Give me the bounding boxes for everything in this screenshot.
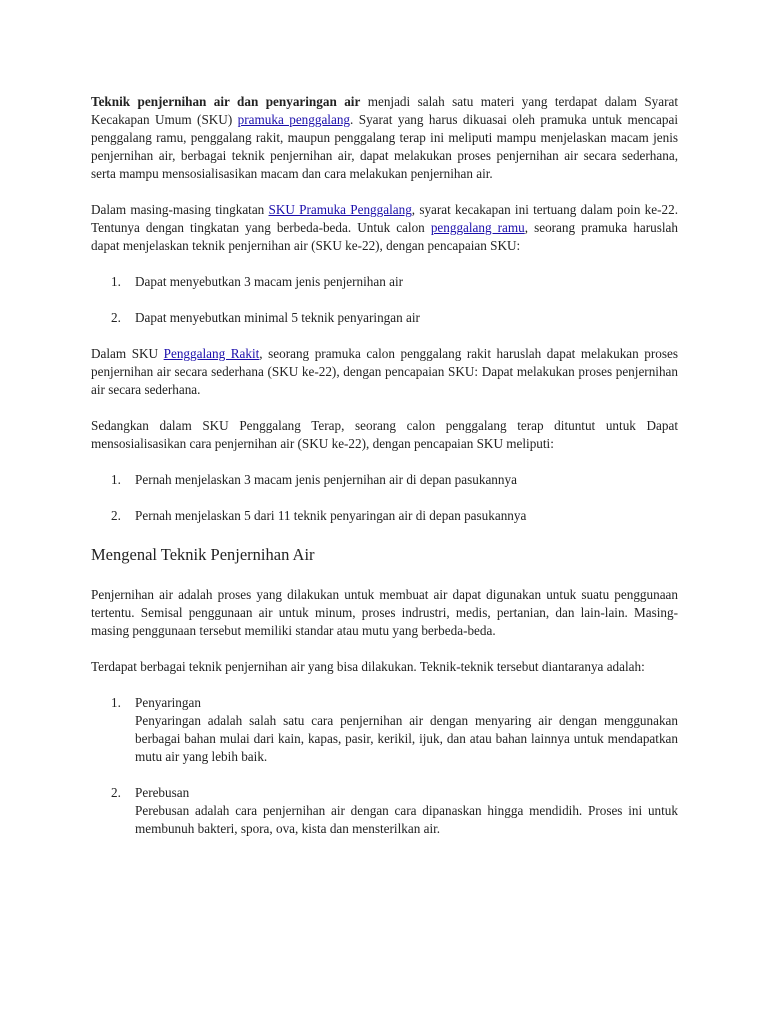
intro-paragraph [91, 93, 678, 183]
technique-title: Perebusan [135, 785, 190, 800]
link-sku-pramuka-penggalang[interactable]: SKU Pramuka Penggalang [268, 202, 412, 217]
list-number: 1. [111, 472, 121, 487]
intro-text-1: menjadi salah satu materi yang terdapat dalam Syarat Kecakapan Umum (SKU) [91, 94, 679, 127]
link-penggalang-rakit[interactable]: Penggalang Rakit [163, 346, 260, 361]
definition-paragraph: Penjernihan air adalah proses yang dilakukan untuk membuat air dapat digunakan untuk suatu penggunaan tertentu. Semisal penggunaan air untuk minum, proses indrustri, medis, pertanian, dan lain-lain. Masing-masing penggunaan tersebut memiliki standar atau mutu yang berbeda-beda. [91, 587, 678, 638]
para2-text-2: , syarat kecakapan ini tertuang dalam poin ke-22. Tentunya dengan tingkatan yang berbeda-beda. Untuk calon [91, 202, 679, 235]
ramu-requirements-list [91, 273, 678, 327]
list-item [91, 273, 678, 291]
technique-description: Perebusan adalah cara penjernihan air dengan cara dipanaskan hingga mendidih. Proses ini untuk membunuh bakteri, spora, ova, kista dan mensterilkan air. [135, 803, 678, 836]
intro-bold-text: Teknik penjernihan air dan penyaringan air [91, 94, 361, 109]
link-pramuka-penggalang[interactable]: pramuka penggalang [237, 112, 351, 127]
list-item-text: Pernah menjelaskan 5 dari 11 teknik penyaringan air di depan pasukannya [135, 508, 527, 523]
terap-paragraph: Sedangkan dalam SKU Penggalang Terap, seorang calon penggalang terap dituntut untuk Dapat mensosialisasikan cara penjernihan air (SKU ke-22), dengan pencapaian SKU meliputi: [91, 418, 678, 451]
list-number: 2. [111, 508, 121, 523]
list-item [91, 309, 678, 327]
list-number: 2. [111, 310, 121, 325]
list-item-text: Dapat menyebutkan 3 macam jenis penjernihan air [135, 274, 404, 289]
list-item-text: Dapat menyebutkan minimal 5 teknik penyaringan air [135, 310, 420, 325]
list-number: 1. [111, 274, 121, 289]
technique-description: Penyaringan adalah salah satu cara penjernihan air dengan menyaring air dengan menggunakan berbagai bahan mulai dari kain, kapas, pasir, kerikil, ijuk, dan atau bahan lainnya untuk mendapatkan mutu air yang lebih baik. [135, 713, 678, 764]
terap-requirements-list [91, 471, 678, 525]
rakit-paragraph [91, 345, 678, 399]
para2-text-1: Dalam masing-masing tingkatan [91, 202, 269, 217]
techniques-list [91, 694, 678, 838]
intro-text-2: . Syarat yang harus dikuasai oleh pramuka untuk mencapai penggalang ramu, penggalang rakit, maupun penggalang terap ini meliputi mampu menjelaskan macam jenis penjernihan air, berbagai teknik penjernihan air, dapat melakukan proses penjernihan air secara sederhana, serta mampu mensosialisasikan macam dan cara melakukan penjernihan air. [91, 112, 678, 181]
list-number: 2. [111, 785, 121, 800]
list-item [91, 784, 678, 838]
list-item [91, 507, 678, 525]
para3-text-2: , seorang pramuka calon penggalang rakit haruslah dapat melakukan proses penjernihan air secara sederhana (SKU ke-22), dengan pencapaian SKU: Dapat melakukan proses penjernihan air secara sederhana. [91, 346, 678, 397]
link-penggalang-ramu[interactable]: penggalang ramu [430, 220, 525, 235]
para2-text-3: , seorang pramuka haruslah dapat menjelaskan teknik penjernihan air (SKU ke-22), dengan pencapaian SKU: [91, 220, 678, 253]
section-heading: Mengenal Teknik Penjernihan Air [91, 545, 315, 564]
techniques-intro-paragraph: Terdapat berbagai teknik penjernihan air yang bisa dilakukan. Teknik-teknik tersebut diantaranya adalah: [91, 659, 645, 674]
para3-text-1: Dalam SKU [91, 346, 164, 361]
list-number: 1. [111, 695, 121, 710]
technique-title: Penyaringan [135, 695, 201, 710]
sku-levels-paragraph [91, 201, 678, 255]
list-item-text: Pernah menjelaskan 3 macam jenis penjernihan air di depan pasukannya [135, 472, 517, 487]
list-item [91, 694, 678, 766]
list-item [91, 471, 678, 489]
